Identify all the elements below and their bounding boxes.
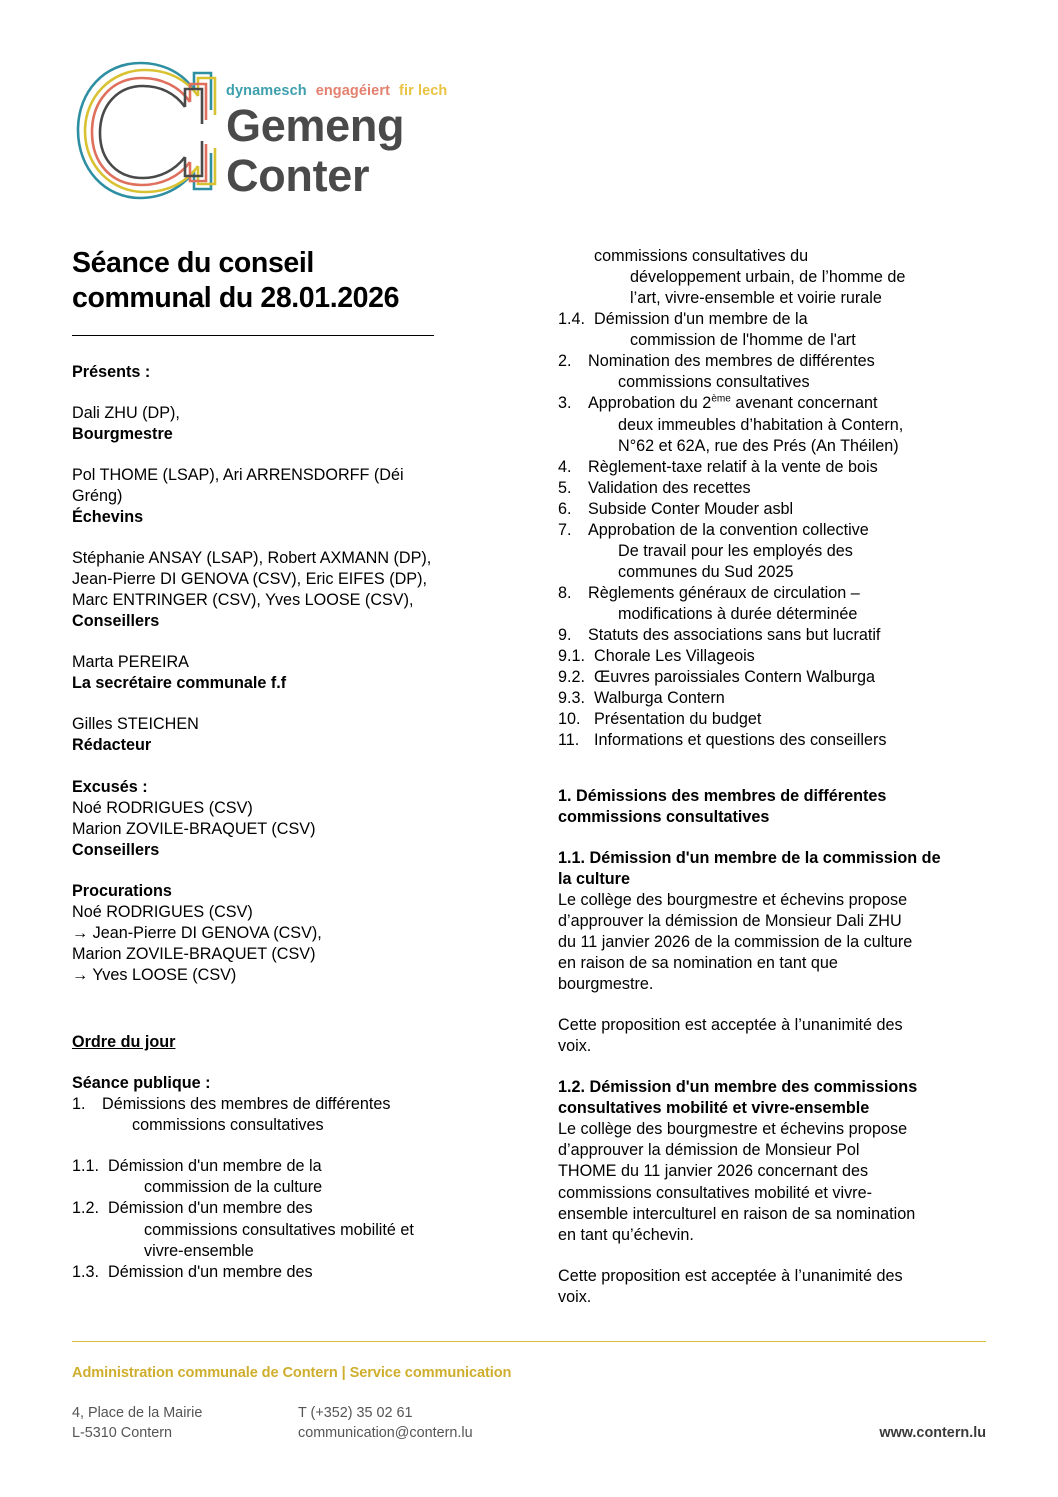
section-1-1-heading-line: 1.1. Démission d'un membre de la commission de xyxy=(558,848,941,867)
agenda-heading: Ordre du jour xyxy=(72,1033,176,1052)
agenda-item-text: Walburga Contern xyxy=(594,689,725,708)
agenda-item-number: 5. xyxy=(558,478,572,497)
agenda-item-text: Approbation du 2ème avenant concernant xyxy=(588,394,878,413)
proxy-line: → Yves LOOSE (CSV) xyxy=(72,966,237,985)
agenda-item-text: Démission d'un membre de la xyxy=(594,310,808,329)
agenda-item-number: 1. xyxy=(72,1095,86,1114)
attendee-role: La secrétaire communale f.f xyxy=(72,674,287,693)
result-line: voix. xyxy=(558,1287,592,1306)
agenda-item-number: 3. xyxy=(558,394,572,413)
agenda-item-text: Œuvres paroissiales Contern Walburga xyxy=(594,668,876,687)
footer-website[interactable]: www.contern.lu xyxy=(879,1425,986,1441)
page-title-line-1: Séance du conseil xyxy=(72,247,314,279)
agenda-item-number: 11. xyxy=(558,731,580,750)
section-1-2-heading-line: 1.2. Démission d'un membre des commissions xyxy=(558,1078,918,1097)
excused-role: Conseillers xyxy=(72,840,160,859)
footer-address xyxy=(72,1403,202,1444)
attendee-name: Marta PEREIRA xyxy=(72,653,189,672)
agenda-item-text: commissions consultatives xyxy=(618,373,810,392)
agenda-item-text: De travail pour les employés des xyxy=(618,541,853,560)
left-column xyxy=(72,246,472,1283)
excused-name: Noé RODRIGUES (CSV) xyxy=(72,798,253,817)
section-1-2-heading-line: consultatives mobilité et vivre-ensemble xyxy=(558,1099,870,1118)
agenda-item-number: 8. xyxy=(558,584,572,602)
agenda-item xyxy=(558,583,958,625)
section-1-heading-line: commissions consultatives xyxy=(558,807,770,826)
logo-word-line-2: Conter xyxy=(226,150,370,202)
footer-divider xyxy=(72,1341,986,1342)
agenda-item-text: commissions consultatives xyxy=(132,1116,324,1135)
agenda-item xyxy=(558,393,958,456)
result-line: Cette proposition est acceptée à l’unanimité des xyxy=(558,1266,903,1285)
agenda-item-text: développement urbain, de l’homme de xyxy=(630,268,906,287)
proxy-line: Marion ZOVILE-BRAQUET (CSV) xyxy=(72,944,316,963)
agenda-item-number: 9.1. xyxy=(558,647,586,666)
agenda-item-number: 7. xyxy=(558,520,572,539)
section-1-2-paragraph xyxy=(558,1119,958,1245)
footer-address-line-2: L-5310 Contern xyxy=(72,1425,173,1442)
section-1-1-heading-line: la culture xyxy=(558,869,630,888)
agenda-item-text: Présentation du budget xyxy=(594,710,762,729)
agenda-item xyxy=(72,1156,472,1198)
agenda-item-number: 9.3. xyxy=(558,689,586,708)
footer-email[interactable]: communication@contern.lu xyxy=(298,1425,473,1442)
tagline-word-3: fir lech xyxy=(399,83,448,99)
attendee-group xyxy=(72,465,472,528)
section-1-2-result xyxy=(558,1266,958,1308)
agenda-item-text: N°62 et 62A, rue des Prés (An Théilen) xyxy=(618,436,899,455)
agenda-item xyxy=(558,457,958,478)
attendee-group xyxy=(72,714,472,756)
agenda-item-number: 1.3. xyxy=(72,1262,100,1281)
agenda-item xyxy=(72,1262,472,1283)
proxy-line: Noé RODRIGUES (CSV) xyxy=(72,902,253,921)
paragraph-line: du 11 janvier 2026 de la commission de la culture xyxy=(558,932,913,951)
agenda-item-text: deux immeubles d’habitation à Contern, xyxy=(618,415,904,434)
footer-contact xyxy=(298,1403,473,1444)
agenda-item-text: Subside Conter Mouder asbl xyxy=(588,499,794,518)
footer-heading-separator: | xyxy=(337,1365,350,1381)
attendee-role: Échevins xyxy=(72,507,144,526)
agenda-item xyxy=(558,688,958,709)
attendee-name: Gréng) xyxy=(72,486,123,505)
agenda-item-text: Démission d'un membre des xyxy=(108,1262,313,1281)
section-1-heading xyxy=(558,786,958,828)
paragraph-line: en tant qu’échevin. xyxy=(558,1225,694,1244)
page-title xyxy=(72,246,472,317)
result-line: Cette proposition est acceptée à l’unanimité des xyxy=(558,1016,903,1035)
logo-wordmark xyxy=(226,58,456,200)
attendee-name: Pol THOME (LSAP), Ari ARRENSDORFF (Déi xyxy=(72,465,404,484)
agenda-item xyxy=(72,1094,472,1136)
agenda-item-text: communes du Sud 2025 xyxy=(618,562,794,581)
agenda-item xyxy=(558,709,958,730)
agenda-item-text: commissions consultatives du xyxy=(594,247,809,265)
footer-heading-part-1: Administration communale de Contern xyxy=(72,1365,338,1381)
footer-heading-part-2: Service communication xyxy=(349,1365,512,1381)
paragraph-line: Le collège des bourgmestre et échevins propose xyxy=(558,1120,908,1139)
result-line: voix. xyxy=(558,1037,592,1056)
paragraph-line: en raison de sa nomination en tant que xyxy=(558,953,838,972)
page-footer xyxy=(72,1341,986,1449)
excused-group xyxy=(72,777,472,861)
tagline-word-2: engagéiert xyxy=(315,83,391,99)
agenda-item-text: commission de l'homme de l'art xyxy=(630,331,856,350)
agenda-item-text: Démissions des membres de différentes xyxy=(102,1095,391,1114)
attendee-group xyxy=(72,548,472,632)
agenda-item xyxy=(558,520,958,583)
agenda-item xyxy=(558,351,958,393)
footer-address-line-1: 4, Place de la Mairie xyxy=(72,1405,203,1421)
attendee-name: Stéphanie ANSAY (LSAP), Robert AXMANN (DP), xyxy=(72,549,432,568)
agenda-item-number: 9.2. xyxy=(558,668,586,687)
agenda-item-text: Chorale Les Villageois xyxy=(594,647,755,666)
paragraph-line: d’approuver la démission de Monsieur Pol xyxy=(558,1141,860,1160)
agenda-item-number: 1.4. xyxy=(558,310,586,329)
paragraph-line: Le collège des bourgmestre et échevins propose xyxy=(558,890,908,909)
agenda-item-text: Nomination des membres de différentes xyxy=(588,352,875,371)
section-1-2-heading xyxy=(558,1077,958,1119)
proxy-line: → Jean-Pierre DI GENOVA (CSV), xyxy=(72,923,322,942)
logo-tagline xyxy=(226,84,456,99)
agenda-item-number: 6. xyxy=(558,499,572,518)
agenda-item-text: Statuts des associations sans but lucratif xyxy=(588,626,881,645)
proxies-group xyxy=(72,881,472,986)
agenda-subheading: Séance publique : xyxy=(72,1074,211,1093)
agenda-item xyxy=(558,478,958,499)
agenda-item-text: vivre-ensemble xyxy=(144,1241,254,1260)
agenda-item-text: Informations et questions des conseillers xyxy=(594,731,887,750)
attendee-group xyxy=(72,652,472,694)
agenda-item xyxy=(558,309,958,351)
agenda-item-text: Démission d'un membre de la xyxy=(108,1157,322,1176)
agenda-item-number: 9. xyxy=(558,626,572,645)
agenda-item-number: 4. xyxy=(558,457,572,476)
section-1-1-result xyxy=(558,1015,958,1057)
agenda-item xyxy=(558,646,958,667)
right-column xyxy=(558,246,958,1308)
paragraph-line: THOME du 11 janvier 2026 concernant des xyxy=(558,1162,869,1181)
commune-logo xyxy=(72,58,456,210)
logo-word-line-1: Gemeng xyxy=(226,99,405,151)
attendee-role: Bourgmestre xyxy=(72,424,173,443)
attendee-group xyxy=(72,403,472,445)
agenda-item-text: modifications à durée déterminée xyxy=(618,605,858,624)
paragraph-line: ensemble interculturel en raison de sa nomination xyxy=(558,1204,916,1223)
agenda-item-number: 10. xyxy=(558,710,581,729)
agenda-item xyxy=(558,625,958,646)
agenda-item-text: Validation des recettes xyxy=(588,478,751,497)
footer-phone: T (+352) 35 02 61 xyxy=(298,1405,413,1421)
attendee-name: Marc ENTRINGER (CSV), Yves LOOSE (CSV), xyxy=(72,591,414,610)
agenda-item-number: 1.2. xyxy=(72,1199,100,1218)
attendee-role: Rédacteur xyxy=(72,736,152,755)
agenda-item xyxy=(558,667,958,688)
tagline-word-1: dynamesch xyxy=(226,83,307,99)
agenda-item-text: commissions consultatives mobilité et xyxy=(144,1220,414,1239)
agenda-item-number: 1.1. xyxy=(72,1157,100,1176)
excused-name: Marion ZOVILE-BRAQUET (CSV) xyxy=(72,819,316,838)
paragraph-line: commissions consultatives mobilité et vivre- xyxy=(558,1183,872,1202)
present-label: Présents : xyxy=(72,362,151,381)
attendee-name: Jean-Pierre DI GENOVA (CSV), Eric EIFES (DP), xyxy=(72,570,427,589)
gemeng-conter-c-mark-icon xyxy=(72,58,220,210)
paragraph-line: bourgmestre. xyxy=(558,975,654,993)
page-title-line-2: communal du 28.01.2026 xyxy=(72,282,400,315)
section-1-heading-line: 1. Démissions des membres de différentes xyxy=(558,786,887,805)
attendee-name: Gilles STEICHEN xyxy=(72,715,199,734)
agenda-item-text: Règlements généraux de circulation – xyxy=(588,584,860,602)
attendee-role: Conseillers xyxy=(72,612,160,631)
footer-heading xyxy=(72,1365,986,1381)
section-1-1-heading xyxy=(558,848,958,890)
agenda-item-text: commission de la culture xyxy=(144,1178,323,1197)
paragraph-line: d’approuver la démission de Monsieur Dali ZHU xyxy=(558,911,902,930)
agenda-item-number: 2. xyxy=(558,352,572,371)
proxies-label: Procurations xyxy=(72,881,172,900)
agenda-item xyxy=(558,730,958,751)
agenda-item xyxy=(72,1198,472,1261)
excused-label: Excusés : xyxy=(72,777,148,796)
agenda-item-continuation xyxy=(558,246,958,309)
attendee-name: Dali ZHU (DP), xyxy=(72,403,180,422)
agenda-item-text: l’art, vivre-ensemble et voirie rurale xyxy=(630,289,882,308)
title-divider xyxy=(72,335,434,336)
agenda-item xyxy=(558,499,958,520)
agenda-item-text: Approbation de la convention collective xyxy=(588,520,869,539)
footer-contact-block xyxy=(72,1403,986,1449)
section-1-1-paragraph xyxy=(558,890,958,995)
agenda-item-text: Démission d'un membre des xyxy=(108,1199,313,1218)
agenda-item-text: Règlement-taxe relatif à la vente de bois xyxy=(588,457,878,476)
